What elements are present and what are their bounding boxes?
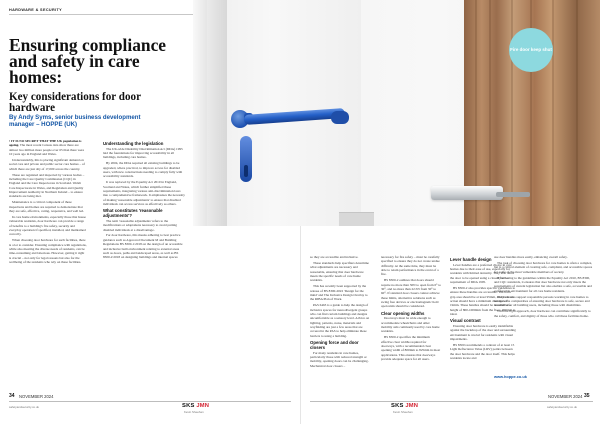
section-heading: Lever handle design: [450, 256, 492, 262]
company-url: www.hoppe.co.uk: [494, 374, 527, 379]
brand-part-accent: JMN: [196, 403, 210, 409]
brand-part: SKS: [391, 403, 404, 409]
footer-website: safetyandsecurity.co.uk: [547, 405, 577, 409]
article-byline: By Andy Syms, senior business development manager – HOPPE (UK): [9, 114, 141, 128]
section-heading: Visual contrast: [450, 318, 481, 324]
lead-sentence: • IT IS NO SECRET THAT THE UK population is ageing.: [9, 139, 82, 148]
door-closer-arm: [496, 192, 530, 197]
door-closer: [431, 186, 503, 200]
hero-photo: [193, 0, 600, 226]
wood-grain: [576, 0, 578, 226]
keyhole-icon: [244, 165, 248, 177]
paragraph: use door handles more easily, enhancing overall safety.: [494, 255, 568, 259]
footer-rule: [9, 401, 291, 402]
left-footer: [0, 391, 300, 413]
brand-logo: [391, 403, 418, 409]
section-label: HARDWARE & SECURITY: [9, 8, 63, 12]
text-column-2: [103, 139, 185, 378]
door-hardware-scene: [193, 0, 600, 226]
paragraph: For many residents in care homes, particularly those with reduced strength or mobility, opening doors can be challenging. Mechanical door closers –: [310, 350, 369, 368]
wood-grain: [552, 0, 554, 226]
right-footer: [301, 391, 600, 413]
section-heading: What constitutes 'reasonable adjustments'?: [103, 208, 163, 219]
issue-date: NOVEMBER 2024: [548, 394, 583, 399]
paragraph: In care home environments, especially those that house vulnerable residents, door hardware can provide a range of benefits to a building's fire safety, security and everyday operation if specified, installed, and maintained correctly.: [9, 214, 86, 237]
paragraph: Doorways must be wide enough to accommodate wheelchairs and other mobility aids commonly used by care home residents.: [381, 316, 440, 334]
paragraph: These are regulated and inspected by various bodies – including the Care Quality Commission (CQC) in England and the Care Inspectorate in Scotland. Welsh Care Inspectorate in Wales, and Regulation and Quality Improvement Authority in Northern Ireland – to ensure standards are being met.: [9, 172, 85, 199]
paragraph: PAS 6463 is a guide to help the design of inclusive spaces for neurodivergent groups who can find certain buildings and designs uncomfortable as a sensory level. Advice on lighting, patterns, noise, materials and wayfinding are just a few areas that are covered in the PAS to help eliminate these barriers to using a building.: [310, 303, 370, 338]
brand-subtitle: Kevin Sheehan: [393, 410, 413, 414]
brand-logo: [182, 403, 209, 409]
paragraph: By 2004, the DDA required all existing buildings to be upgraded, where practical, to improve access for disabled users, with new constructions needing to comply fully with accessibility standards.: [103, 161, 183, 179]
paragraph: Ensuring door hardware is easily identifiable against the backdrop of the door and surrounding environment is crucial for residents with visual impairments.: [450, 323, 516, 341]
paragraph: necessary for fire safety – must be carefully specified to ensure they do not create undue difficulty. At the same time, they must be able to retain performance in the event of a fire.: [381, 255, 440, 277]
footer-website: safetyandsecurity.co.uk: [9, 405, 39, 409]
lead-continuation: The most recent Census data show there are almost two million more people over 65 than there were 10 years ago in England and Wales.: [9, 143, 85, 157]
section-heading: Understanding the legislation: [103, 140, 164, 146]
paragraph: BS 8300-2 specifies the minimum effective clear widths required for doorways, with a recommended clear opening width of 800mm to 825mm in most applications. This ensures that doorways provide adequate space for all users.: [381, 335, 441, 361]
floor-tile: [339, 212, 374, 226]
footer-rule: [310, 401, 593, 402]
page-number: 35: [584, 393, 590, 399]
text-column-3: [310, 255, 372, 383]
issue-date: NOVEMBER 2024: [19, 394, 54, 399]
paragraph: The term 'reasonable adjustments' refers to the modifications or adaptations necessary to avoid putting disabled individuals at a disadvantage.: [103, 218, 177, 232]
paragraph: BS 8300 recommends a contrast of at least 15 Light Reflectance Value (LRV) points between the door hardware and the door itself. This helps residents locate and: [450, 342, 515, 360]
section-heading: Clear opening widths: [381, 310, 425, 316]
paragraph: The task of choosing door hardware for care homes is often a complex, but is a critical element of creating safe, compliant, and accessible spaces for some of the most vulnerable members of society.: [494, 260, 593, 274]
brand-part: SKS: [182, 403, 195, 409]
fire-door-sign: Fire door keep shut: [509, 28, 553, 72]
page-number: 34: [9, 393, 15, 399]
article-subhead: Key considerations for door hardware: [9, 91, 141, 114]
lever-handle-end: [331, 111, 349, 124]
paragraph: With the right approach, door hardware can contribute significantly to the safety, comfort, and dignity of those who call these facilities home.: [494, 309, 591, 318]
brand-part-accent: JMN: [405, 403, 419, 409]
paragraph: BS 8300-2 outlines that doors should require no more than 30N to open from 0° to 30°, and no more than 22.5N from 30° to 60°. If standard door closers cannot achieve these limits, alternative solutions such as swing free devices or electromagnetic hold open units should be considered.: [381, 278, 441, 309]
paragraph: so they are accessible and inclusive.: [310, 255, 359, 259]
text-column-4: [381, 255, 441, 383]
text-column-1: [9, 139, 87, 378]
paragraph: The UK-wide Disability Discrimination Act (DDA) 1995 laid the foundations for improving accessibility in all buildings, including care homes.: [103, 146, 183, 160]
paragraph: Maintenance is a critical component of these inspections and homes are required to demonstrate that they are safe, effective, caring, responsive, and well led.: [9, 200, 85, 213]
paragraph: BS 8300-2 also provides specific guidelines to ensure these handles are accessible. The lever grip area should be at least 95mm, and the lever action should have a minimum diameter of 19mm. These handles should be installed at a height of 800-1000mm from the floor, 900mm is ideal.: [450, 285, 516, 316]
text-column-6: [494, 255, 593, 373]
paragraph: Lever handles are a preferred choice in care homes due to their ease of use, especially for residents with limited dexterity. They also allow the door to be opened using a closed fist – a requirement of DDA 1995.: [450, 262, 515, 284]
paragraph: It was replaced by the Equality Act 2010 in England, Scotland and Wales, which further simplified these requirements, integrating various anti-discrimination laws into a comprehensive framework. It emphasises the necessity of making 'reasonable adjustments' to ensure that disabled individuals can access services as effectively as others.: [103, 180, 185, 206]
article-headline: Ensuring compliance and safety in care homes:: [9, 35, 167, 87]
section-heading: Opening force and door closers: [310, 339, 359, 350]
paragraph: By adhering to the guidelines within the Equality Act 2010, BS 8300, and CQC standards, it ensures that door hardware not only meets the requirements of current legislation but also enables a safe, accessible and comfortable environment for all care home residents.: [494, 275, 592, 293]
paragraph: For door hardware, this means adhering to best practice guidance such as Approved Document M and Building Regulations BS 8300-1:2018 on the design of an accessible and inclusive built environment relating to external areas such as doors, paths and landscaped areas, as well as BS 8300-2:2018 on designing buildings and internal spaces: [103, 233, 183, 260]
brand-subtitle: Kevin Sheehan: [184, 410, 204, 414]
paragraph: This has recently been supported by the release of BS 8300-2022 'Design for the mind' and The Inclusive Design Overlay to the RIBA Plan of Work.: [310, 284, 368, 302]
paragraph: When choosing door hardware for such facilities, there is a lot to consider. Ensuring compliance with regulations, while also meeting the diverse needs of residents, can be time-consuming and laborious. However, getting it right is crucial – not only for legal reasons but also for the wellbeing of the residents who rely on these facilities.: [9, 238, 87, 264]
paragraph: Understandably, this is placing significant demand on social care and private and public sector care homes – of which there are just shy of 17,000 across the country.: [9, 157, 85, 171]
paragraph: They can also support responsible persons working in care homes to navigate the complexities of ensuring door hardware is safe, secure and accessible for all building users, including those with disabilities.: [494, 294, 590, 308]
paragraph: These standards help specifiers determine what adjustments are necessary and reasonable, ensuring that door hardware meets the specific needs of care home residents.: [310, 260, 369, 283]
